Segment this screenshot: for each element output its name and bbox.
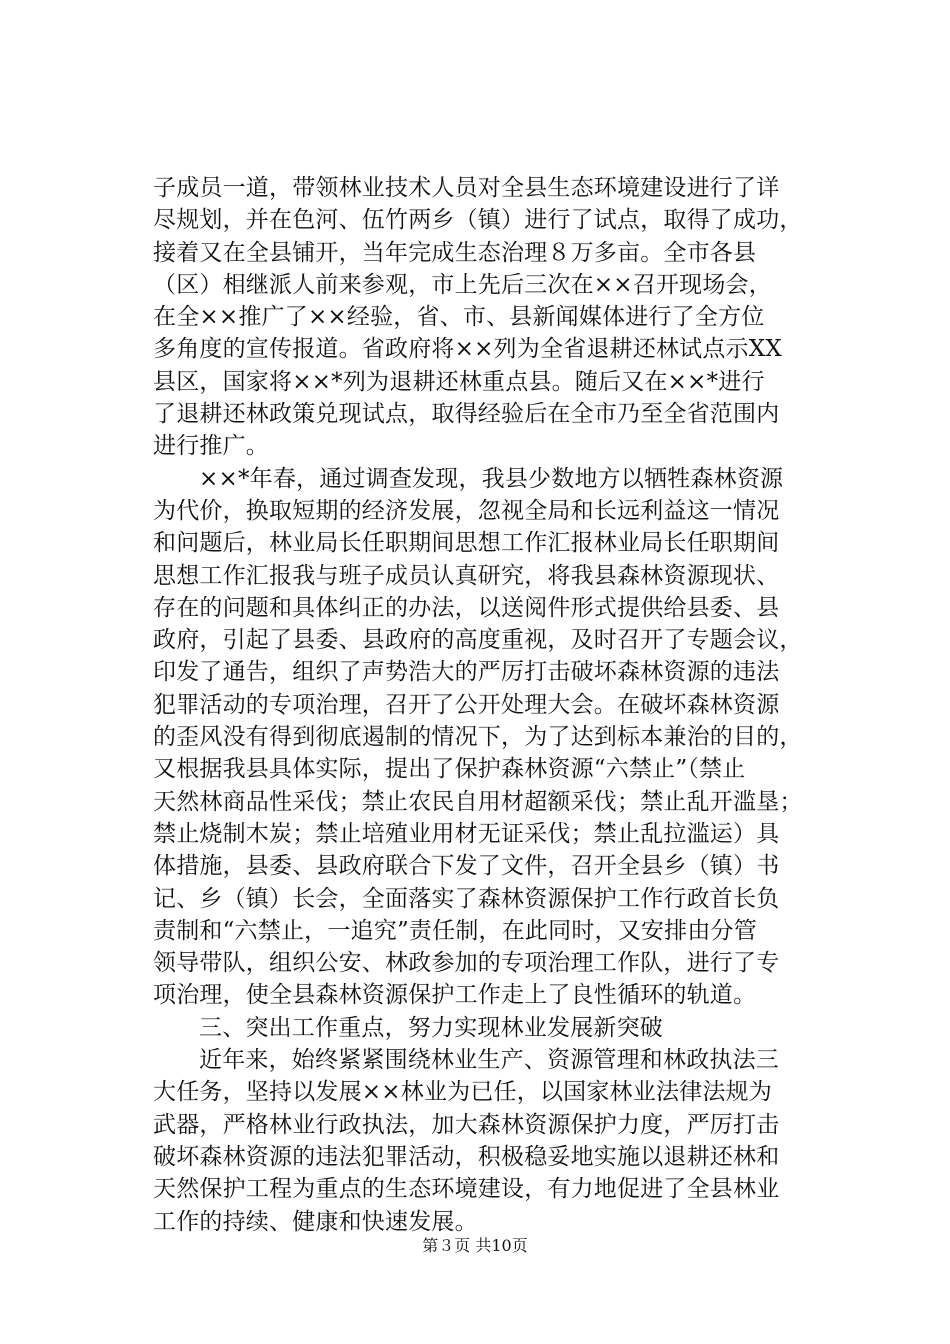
text-line: 天然保护工程为重点的生态环境建设，有力地促进了全县林业 xyxy=(153,1176,780,1203)
page-footer xyxy=(0,1236,950,1256)
text-line: 了退耕还林政策兑现试点，取得经验后在全市乃至全省范围内 xyxy=(153,401,780,428)
text-line: 破坏森林资源的违法犯罪活动，积极稳妥地实施以退耕还林和 xyxy=(153,1143,780,1170)
text-line: 天然林商品性采伐；禁止农民自用材超额采伐；禁止乱开滥垦； xyxy=(153,788,803,815)
text-line: 的歪风没有得到彻底遏制的情况下，为了达到标本兼治的目的， xyxy=(153,724,803,751)
text-line: 记、乡（镇）长会，全面落实了森林资源保护工作行政首长负 xyxy=(153,885,780,912)
paragraph-start-line: ××*年春，通过调查发现，我县少数地方以牺牲森林资源 xyxy=(199,465,784,492)
text-line: 县区，国家将××*列为退耕还林重点县。随后又在××*进行 xyxy=(153,368,765,395)
text-line: 责制和“六禁止，一追究”责任制，在此同时，又安排由分管 xyxy=(153,917,757,944)
section-heading: 三、突出工作重点，努力实现林业发展新突破 xyxy=(199,1014,663,1041)
paragraph-start-line: 近年来，始终紧紧围绕林业生产、资源管理和林政执法三 xyxy=(199,1047,779,1074)
text-line: 在全××推广了××经验，省、市、县新闻媒体进行了全方位 xyxy=(153,304,765,331)
text-line: 存在的问题和具体纠正的办法，以送阅件形式提供给县委、县 xyxy=(153,594,780,621)
text-line: 印发了通告，组织了声势浩大的严厉打击破坏森林资源的违法 xyxy=(153,659,780,686)
text-line: 体措施，县委、县政府联合下发了文件，召开全县乡（镇）书 xyxy=(153,853,780,880)
text-line: 多角度的宣传报道。省政府将××列为全省退耕还林试点示XX xyxy=(153,336,782,363)
text-line: 政府，引起了县委、县政府的高度重视，及时召开了专题会议， xyxy=(153,627,803,654)
text-line: 工作的持续、健康和快速发展。 xyxy=(153,1208,478,1235)
text-line: 思想工作汇报我与班子成员认真研究，将我县森林资源现状、 xyxy=(153,562,780,589)
text-line: 大任务，坚持以发展××林业为已任，以国家林业法律法规为 xyxy=(153,1079,772,1106)
text-line: 接着又在全县铺开，当年完成生态治理８万多亩。全市各县 xyxy=(153,239,757,266)
text-line: 和问题后，林业局长任职期间思想工作汇报林业局长任职期间 xyxy=(153,530,780,557)
text-line: 子成员一道，带领林业技术人员对全县生态环境建设进行了详 xyxy=(153,175,780,201)
text-line: 尽规划，并在色河、伍竹两乡（镇）进行了试点，取得了成功， xyxy=(153,207,803,234)
text-line: 为代价，换取短期的经济发展，忽视全局和长远利益这一情况 xyxy=(153,497,780,524)
text-line: 进行推广。 xyxy=(153,433,269,460)
text-line: 犯罪活动的专项治理，召开了公开处理大会。在破坏森林资源 xyxy=(153,691,780,718)
page-number: 第３页 共10页 xyxy=(422,1236,528,1255)
text-line: 武器，严格林业行政执法，加大森林资源保护力度，严厉打击 xyxy=(153,1111,780,1138)
text-line: 项治理，使全县森林资源保护工作走上了良性循环的轨道。 xyxy=(153,982,757,1009)
text-line: 领导带队，组织公安、林政参加的专项治理工作队，进行了专 xyxy=(153,950,780,977)
document-body xyxy=(153,172,833,1238)
text-line: 禁止烧制木炭；禁止培殖业用材无证采伐；禁止乱拉滥运）具 xyxy=(153,820,780,847)
text-line: （区）相继派人前来参观，市上先后三次在××召开现场会， xyxy=(153,271,772,298)
text-line: 又根据我县具体实际，提出了保护森林资源“六禁止”（禁止 xyxy=(153,756,746,783)
